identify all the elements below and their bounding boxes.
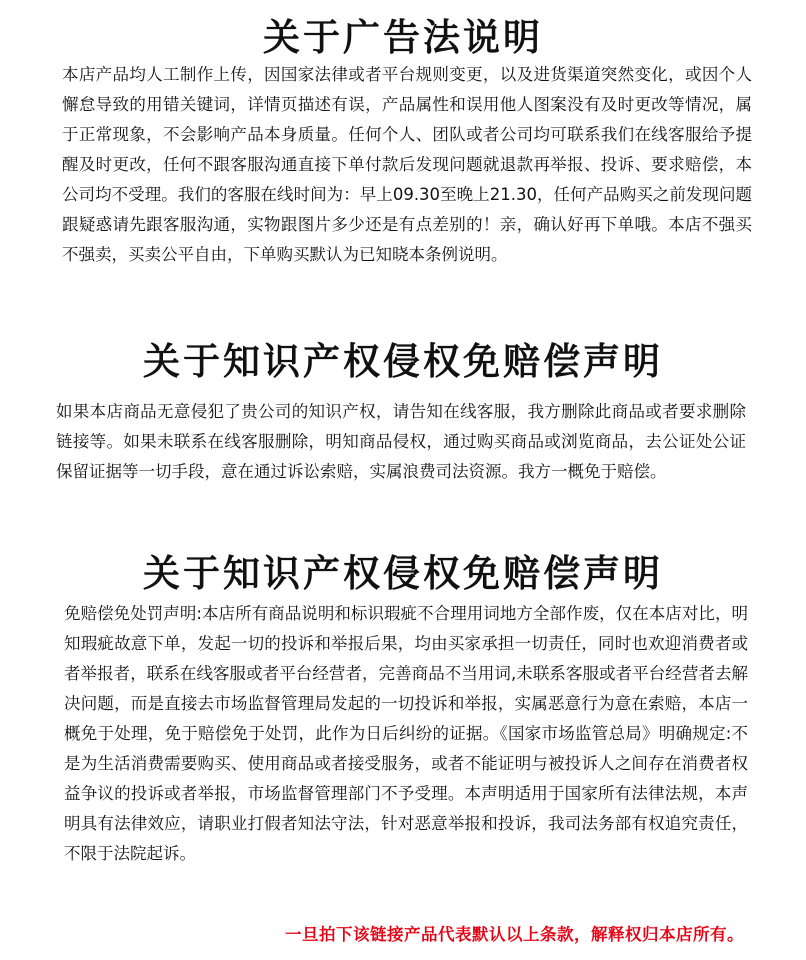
section-body-ad-law: 本店产品均人工制作上传，因国家法律或者平台规则变更，以及进货渠道突然变化，或因个人懈怠导致的用错关键词，详情页描述有误，产品属性和误用他人图案没有及时更改等情况，属于正常现象，不会影响产品本身质量。任何个人、团队或者公司均可联系我们在线客服给予提醒及时更改，任何不跟客服沟通直接下单付款后发现问题就退款再举报、投诉、要求赔偿，本公司均不受理。我们的客服在线时间为：早上09.30至晚上21.30，任何产品购买之前发现问题跟疑惑请先跟客服沟通，实物跟图片多少还是有点差别的！亲，确认好再下单哦。本店不强买不强卖，买卖公平自由，下单购买默认为已知晓本条例说明。 (62, 65, 752, 264)
section-title-ip-disclaimer-2: 关于知识产权侵权免赔偿声明 (143, 552, 663, 595)
section-body-ip-disclaimer: 如果本店商品无意侵犯了贵公司的知识产权，请告知在线客服，我方删除此商品或者要求删除链接等。如果未联系在线客服删除，明知商品侵权，通过购买商品或浏览商品，去公证处公证保留证据等一切手段，意在通过诉讼索赔，实属浪费司法资源。我方一概免于赔偿。 (56, 402, 746, 481)
footer-note: 一旦拍下该链接产品代表默认以上条款，解释权归本店所有。 (285, 925, 744, 944)
section-title-ad-law: 关于广告法说明 (263, 16, 543, 59)
section-body-penalty-disclaimer: 免赔偿免处罚声明:本店所有商品说明和标识瑕疵不合理用词地方全部作废，仅在本店对比，明知瑕疵故意下单，发起一切的投诉和举报后果，均由买家承担一切责任，同时也欢迎消费者或者举报者，联系在线客服或者平台经营者，完善商品不当用词,未联系客服或者平台经营者去解决问题，而是直接去市场监督管理局发起的一切投诉和举报，实属恶意行为意在索赔，本店一概免于处理，免于赔偿免于处罚，此作为日后纠纷的证据。《国家市场监管总局》明确规定:不是为生活消费需要购买、使用商品或者接受服务，或者不能证明与被投诉人之间存在消费者权益争议的投诉或者举报，市场监督管理部门不予受理。本声明适用于国家所有法律法规，本声明具有法律效应，请职业打假者知法守法，针对恶意举报和投诉，我司法务部有权追究责任，不限于法院起诉。 (64, 604, 748, 863)
section-title-ip-disclaimer: 关于知识产权侵权免赔偿声明 (143, 340, 663, 383)
